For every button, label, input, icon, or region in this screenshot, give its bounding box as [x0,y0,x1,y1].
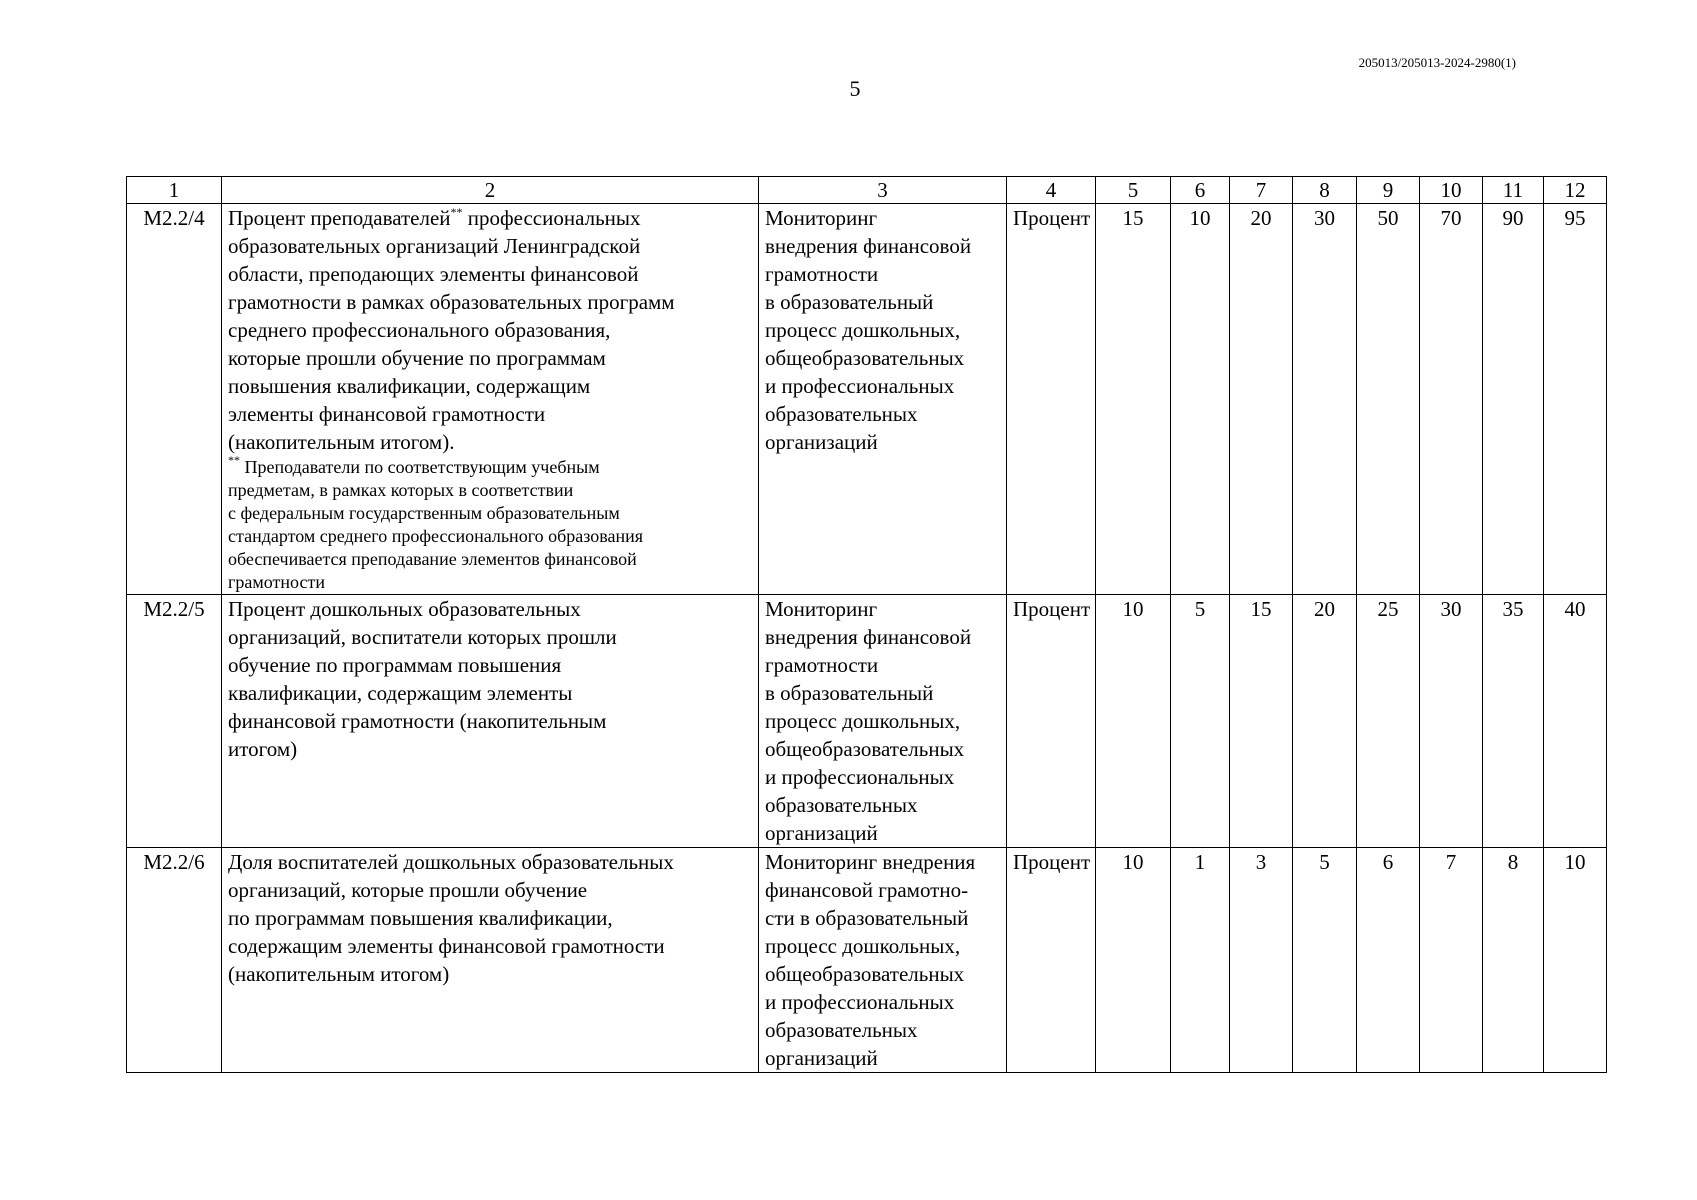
data-source-line: образовательных [765,402,918,426]
data-source-line: в образовательный [765,681,934,705]
indicator-line: (накопительным итогом) [228,962,450,986]
column-header: 1 [127,177,222,204]
indicator-line: образовательных организаций Ленинградской [228,234,641,258]
column-header: 9 [1357,177,1420,204]
data-source-line: грамотности [765,653,879,677]
data-source-line: Мониторинг [765,206,878,230]
document-id: 205013/205013-2024-2980(1) [1358,55,1516,70]
unit-of-measure: Процент [1007,204,1096,595]
indicator-line: грамотности в рамках образовательных программ [228,290,675,314]
column-header: 6 [1171,177,1230,204]
data-source-line: внедрения финансовой [765,234,972,258]
footnote-line: предметам, в рамках которых в соответствии [228,480,574,500]
data-source-line: организаций [765,430,878,454]
table-row [127,595,1607,848]
indicator-value: 10 [1544,848,1607,1073]
indicator-line: по программам повышения квалификации, [228,906,613,930]
footnote-line: обеспечивается преподавание элементов финансовой [228,549,637,569]
indicator-description [222,595,759,848]
footnote-marker: ** [228,453,240,467]
indicator-line: элементы финансовой грамотности [228,402,546,426]
column-header: 2 [222,177,759,204]
indicator-value: 1 [1171,848,1230,1073]
table-row [127,204,1607,595]
indicator-value: 20 [1293,595,1357,848]
indicator-line: квалификации, содержащим элементы [228,681,573,705]
indicator-line: которые прошли обучение по программам [228,346,606,370]
data-source-line: внедрения финансовой [765,625,972,649]
column-header: 12 [1544,177,1607,204]
indicator-line: финансовой грамотности (накопительным [228,709,607,733]
indicator-line: обучение по программам повышения [228,653,562,677]
column-header: 10 [1420,177,1483,204]
column-header: 7 [1230,177,1293,204]
indicator-line: области, преподающих элементы финансовой [228,262,639,286]
indicator-line: Доля воспитателей дошкольных образовательных [228,850,674,874]
indicator-value: 95 [1544,204,1607,595]
footnote-line: грамотности [228,572,325,592]
data-source [759,204,1007,595]
column-header: 4 [1007,177,1096,204]
indicator-value: 30 [1293,204,1357,595]
data-source-line: сти в образовательный [765,906,969,930]
indicator-value: 5 [1171,595,1230,848]
indicator-line: содержащим элементы финансовой грамотности [228,934,665,958]
data-source-line: образовательных [765,793,918,817]
data-source-line: процесс дошкольных, [765,934,961,958]
indicator-code: М2.2/5 [127,595,222,848]
table-header-row [127,177,1607,204]
indicator-value: 15 [1096,204,1171,595]
data-source-line: Мониторинг [765,597,878,621]
indicator-line: повышения квалификации, содержащим [228,374,591,398]
indicator-value: 50 [1357,204,1420,595]
data-source-line: образовательных [765,1018,918,1042]
indicator-value: 90 [1483,204,1544,595]
column-header: 3 [759,177,1007,204]
indicator-value: 70 [1420,204,1483,595]
indicator-value: 15 [1230,595,1293,848]
indicator-value: 35 [1483,595,1544,848]
footnote-marker: ** [450,205,463,219]
indicator-value: 10 [1096,595,1171,848]
column-header: 8 [1293,177,1357,204]
data-source-line: грамотности [765,262,879,286]
data-source-line: процесс дошкольных, [765,318,961,342]
data-source-line: Мониторинг внедрения [765,850,976,874]
indicator-line: Процент дошкольных образовательных [228,597,581,621]
indicator-line: итогом) [228,737,298,761]
indicator-value: 5 [1293,848,1357,1073]
indicator-code: М2.2/4 [127,204,222,595]
data-source-line: и профессиональных [765,374,955,398]
footnote-text: Преподаватели по соответствующим учебным [240,457,600,477]
indicator-line [228,204,752,232]
data-source-line: организаций [765,1046,878,1070]
page-number: 5 [849,76,861,101]
indicator-value: 20 [1230,204,1293,595]
data-source-line: и профессиональных [765,765,955,789]
data-source-line: общеобразовательных [765,737,965,761]
data-source-line: общеобразовательных [765,962,965,986]
indicator-description [222,848,759,1073]
column-header: 5 [1096,177,1171,204]
indicator-line: организаций, воспитатели которых прошли [228,625,617,649]
indicator-value: 30 [1420,595,1483,848]
indicator-value: 3 [1230,848,1293,1073]
indicators-table [126,176,1607,1073]
data-source-line: общеобразовательных [765,346,965,370]
data-source-line: организаций [765,821,878,845]
indicator-code: М2.2/6 [127,848,222,1073]
indicator-line: организаций, которые прошли обучение [228,878,588,902]
indicator-text: профессиональных [462,206,641,230]
data-source-line: финансовой грамотно- [765,878,969,902]
data-source-line: процесс дошкольных, [765,709,961,733]
indicator-value: 10 [1171,204,1230,595]
indicator-value: 6 [1357,848,1420,1073]
indicator-line: (накопительным итогом). [228,430,455,454]
column-header: 11 [1483,177,1544,204]
indicator-value: 25 [1357,595,1420,848]
indicator-line: среднего профессионального образования, [228,318,611,342]
indicator-value: 10 [1096,848,1171,1073]
data-source-line: в образовательный [765,290,934,314]
data-source-line: и профессиональных [765,990,955,1014]
indicator-description [222,204,759,595]
data-source [759,595,1007,848]
data-source [759,848,1007,1073]
table-row [127,848,1607,1073]
indicator-value: 8 [1483,848,1544,1073]
footnote-line: стандартом среднего профессионального образования [228,526,644,546]
footnote-line [228,453,752,479]
footnote-line: с федеральным государственным образовательным [228,503,620,523]
indicator-value: 7 [1420,848,1483,1073]
indicator-text: Процент преподавателей [228,206,451,230]
indicator-value: 40 [1544,595,1607,848]
unit-of-measure: Процент [1007,595,1096,848]
unit-of-measure: Процент [1007,848,1096,1073]
